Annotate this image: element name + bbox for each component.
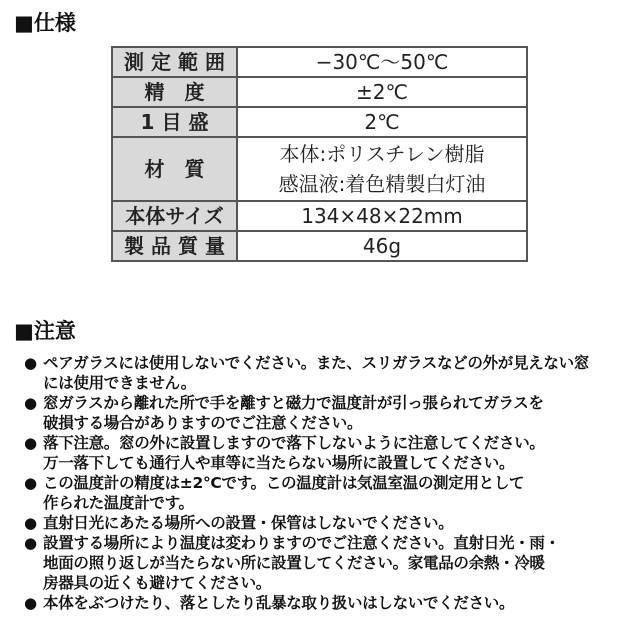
note-line: この温度計の精度は±2°Cです。この温度計は気温室温の測定用として bbox=[43, 474, 525, 492]
spec-value-size: 134×48×22mm bbox=[237, 201, 527, 231]
note-line: 窓ガラスから離れた所で手を離すと磁力で温度計が引っ張られてガラスを bbox=[43, 394, 544, 412]
spec-value-accuracy: ±2℃ bbox=[237, 77, 527, 107]
spec-label-range: 測定範囲 bbox=[112, 47, 237, 77]
spec-row-scale bbox=[112, 107, 527, 137]
bullet-icon: ● bbox=[24, 394, 37, 412]
note-line: 本体をぶつけたり、落としたり乱暴な取り扱いはしないでください。 bbox=[43, 594, 515, 612]
spec-label-weight: 製品質量 bbox=[112, 231, 237, 261]
bullet-icon: ● bbox=[24, 534, 37, 552]
note-line: 直射日光にあたる場所への設置・保管はしないでください。 bbox=[43, 514, 454, 532]
note-item bbox=[24, 473, 624, 513]
spec-row-material bbox=[112, 137, 527, 201]
note-line: 房器具の近くも避けてください。 bbox=[43, 574, 272, 592]
note-item bbox=[24, 533, 624, 593]
note-line: 地面の照り返しが当たらない所に設置してください。家電品の余熱・冷暖 bbox=[43, 554, 545, 572]
bullet-icon: ● bbox=[24, 594, 37, 612]
note-item bbox=[24, 393, 624, 433]
note-line: 万一落下しても通行人や車等に当たらない場所に設置してください。 bbox=[43, 454, 515, 472]
spec-value-material bbox=[237, 137, 527, 201]
spec-value-scale: 2℃ bbox=[237, 107, 527, 137]
note-item bbox=[24, 593, 624, 613]
spec-value-material-body: 本体:ポリスチレン樹脂 bbox=[279, 142, 485, 166]
spec-label-scale: 1目盛 bbox=[112, 107, 237, 137]
note-line: 落下注意。窓の外に設置しますので落下しないように注意してください。 bbox=[43, 434, 545, 452]
note-line: 作られた温度計です。 bbox=[43, 494, 194, 512]
bullet-icon: ● bbox=[24, 434, 37, 452]
notes-heading: ■注意 bbox=[14, 319, 76, 343]
note-line: ペアガラスには使用しないでください。また、スリガラスなどの外が見えない窓 bbox=[43, 354, 589, 372]
spec-label-material: 材 質 bbox=[112, 137, 237, 201]
spec-value-range: −30℃〜50℃ bbox=[237, 47, 527, 77]
note-item bbox=[24, 353, 624, 393]
spec-value-material-liquid: 感温液:着色精製白灯油 bbox=[278, 172, 486, 196]
note-item bbox=[24, 513, 624, 533]
spec-label-accuracy: 精 度 bbox=[112, 77, 237, 107]
bullet-icon: ● bbox=[24, 474, 37, 492]
note-line: には使用できません。 bbox=[43, 374, 196, 392]
spec-row-weight bbox=[112, 231, 527, 261]
spec-heading: ■仕様 bbox=[14, 11, 76, 35]
spec-row-size bbox=[112, 201, 527, 231]
notes-list bbox=[24, 353, 624, 613]
spec-row-range bbox=[112, 47, 527, 77]
bullet-icon: ● bbox=[24, 514, 37, 532]
spec-value-weight: 46g bbox=[237, 231, 527, 261]
note-item bbox=[24, 433, 624, 473]
spec-row-accuracy bbox=[112, 77, 527, 107]
spec-label-size: 本体サイズ bbox=[112, 201, 237, 231]
note-line: 設置する場所により温度は変わりますのでご注意ください。直射日光・雨・ bbox=[43, 534, 560, 552]
note-line: 破損する場合がありますのでご注意ください。 bbox=[43, 414, 363, 432]
spec-table bbox=[111, 46, 528, 262]
bullet-icon: ● bbox=[24, 354, 37, 372]
